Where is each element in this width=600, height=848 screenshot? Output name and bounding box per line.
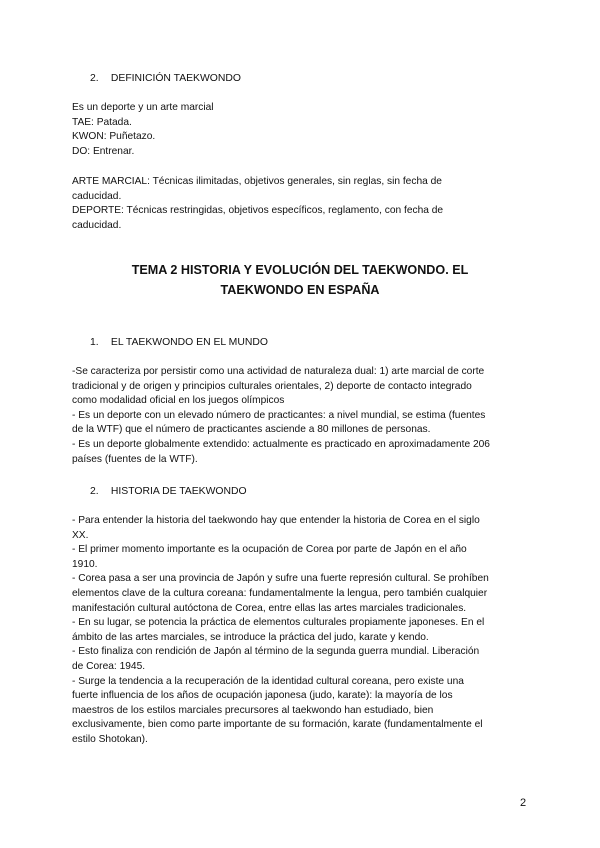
text-line: de la WTF) que el número de practicantes asciende a 80 millones de personas. [72, 424, 431, 436]
text-line: Es un deporte y un arte marcial [72, 102, 214, 113]
text-line: KWON: Puñetazo. [72, 131, 156, 143]
text-line: - Es un deporte con un elevado número de practicantes: a nivel mundial, se estima (fuentes [72, 409, 486, 421]
text-line: caducidad. [72, 219, 122, 231]
section-heading-historia [90, 485, 247, 500]
text-line: fuerte influencia de los años de ocupación japonesa (judo, karate): la mayoría de los [72, 690, 453, 702]
text-line: - Para entender la historia del taekwondo hay que entender la historia de Corea en el siglo [72, 515, 480, 526]
text-line: -Se caracteriza por persistir como una actividad de naturaleza dual: 1) arte marcial de corte [72, 366, 485, 377]
section-title: EL TAEKWONDO EN EL MUNDO [110, 337, 268, 348]
section-title: DEFINICIÓN TAEKWONDO [110, 73, 241, 84]
comparison-paragraph [72, 175, 532, 233]
text-line: estilo Shotokan). [72, 733, 148, 745]
text-line: elementos clave de la cultura coreana: fundamentalmente la lengua, pero también cualquier [72, 587, 488, 599]
text-line: XX. [72, 529, 89, 541]
section-number: 1. [90, 337, 99, 348]
text-line: - Es un deporte globalmente extendido: actualmente es practicado en aproximadamente 206 [72, 438, 490, 450]
section-number: 2. [90, 486, 99, 497]
section-heading-definicion [90, 72, 241, 87]
history-paragraph [72, 514, 532, 748]
text-line: 1910. [72, 558, 98, 570]
text-line: de Corea: 1945. [72, 660, 146, 672]
text-line: maestros de los estilos marciales precursores al taekwondo han estudiado, bien [72, 704, 434, 716]
text-line: - En su lugar, se potencia la práctica de elementos culturales propiamente japoneses. En el [72, 617, 485, 629]
chapter-title [0, 260, 600, 300]
text-line: manifestación cultural autóctona de Corea, entre ellas las artes marciales tradicionales. [72, 602, 467, 614]
section-title: HISTORIA DE TAEKWONDO [110, 486, 247, 497]
page-number: 2 [520, 797, 527, 809]
text-line: como modalidad oficial en los juegos olímpicos [72, 395, 285, 407]
text-line: DO: Entrenar. [72, 145, 135, 157]
text-line: - El primer momento importante es la ocupación de Corea por parte de Japón en el año [72, 544, 467, 556]
text-line: TAE: Patada. [72, 116, 132, 128]
chapter-title-line: TEMA 2 HISTORIA Y EVOLUCIÓN DEL TAEKWONDO. EL [131, 263, 469, 277]
text-line: ARTE MARCIAL: Técnicas ilimitadas, objetivos generales, sin reglas, sin fecha de [72, 176, 442, 187]
text-line: exclusivamente, bien como parte importante de su formación, karate (fundamentalmente el [72, 719, 483, 731]
text-line: ámbito de las artes marciales, se introduce la práctica del judo, karate y kendo. [72, 631, 429, 643]
text-line: tradicional y de origen y principios culturales orientales, 2) deporte de contacto integrado [72, 380, 472, 392]
chapter-title-line: TAEKWONDO EN ESPAÑA [220, 283, 380, 297]
text-line: - Corea pasa a ser una provincia de Japón y sufre una fuerte represión cultural. Se prohíben [72, 573, 489, 585]
definition-paragraph [72, 101, 532, 159]
text-line: - Surge la tendencia a la recuperación de la identidad cultural coreana, pero existe una [72, 675, 464, 687]
world-paragraph [72, 365, 532, 467]
text-line: DEPORTE: Técnicas restringidas, objetivos específicos, reglamento, con fecha de [72, 205, 444, 217]
section-number: 2. [90, 73, 99, 84]
text-line: caducidad. [72, 190, 122, 202]
text-line: - Esto finaliza con rendición de Japón al término de la segunda guerra mundial. Liberación [72, 646, 480, 658]
text-line: países (fuentes de la WTF). [72, 453, 198, 465]
section-heading-mundo [90, 336, 268, 351]
